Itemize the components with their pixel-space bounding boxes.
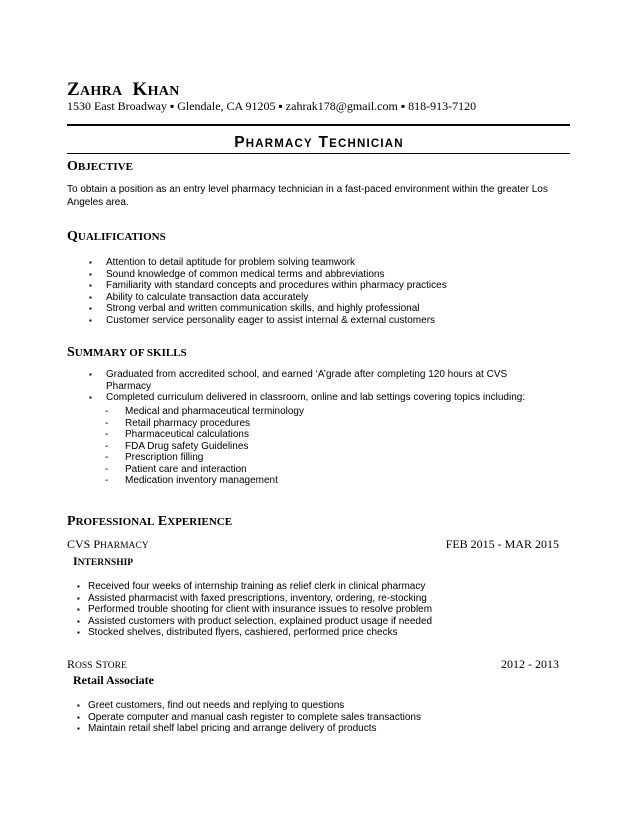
- bullet-icon: ▪: [77, 712, 80, 722]
- header-divider-bottom: [67, 153, 570, 154]
- list-item: ▪ Strong verbal and written communication skills, and highly professional: [89, 303, 420, 314]
- bullet-icon: ▪: [89, 304, 92, 313]
- job-title: INTERNSHIP: [73, 554, 134, 568]
- company-name: ROSS STORE: [67, 657, 127, 671]
- bullet-icon: ▪: [89, 292, 92, 302]
- qualifications-list: [89, 257, 569, 326]
- company-name: CVS PHARMACY: [67, 537, 149, 551]
- list-item: ▪ Stocked shelves, distributed flyers, cashiered, performed price checks: [77, 627, 398, 638]
- list-item: ▪ Assisted customers with product selection, explained product usage if needed: [77, 615, 433, 627]
- job-title: Retail Associate: [73, 673, 154, 687]
- qualifications-heading: QUALIFICATIONS: [67, 229, 166, 244]
- bullet-icon: ▪: [77, 593, 80, 603]
- list-item: ▪ Maintain retail shelf label pricing and arrange delivery of products: [77, 723, 377, 734]
- list-item: ▪ Ability to calculate transaction data accurately: [89, 291, 309, 303]
- bullet-icon: ▪: [89, 258, 92, 267]
- list-item: ▪ Attention to detail aptitude for problem solving teamwork: [89, 257, 356, 268]
- skills-sublist: [105, 406, 555, 487]
- job-header-cvs: [67, 537, 559, 552]
- contact-line: 1530 East Broadway ▪ Glendale, CA 91205 ▪ zahrak178@gmail.com ▪ 818-913-7120: [67, 99, 477, 113]
- list-item: - FDA Drug safety Guidelines: [105, 440, 249, 452]
- bullet-icon: ▪: [89, 393, 92, 402]
- bullet-icon: ▪: [77, 582, 80, 591]
- dash-icon: -: [105, 475, 109, 486]
- dash-icon: -: [105, 452, 109, 463]
- skills-list: [89, 369, 554, 404]
- role-title: PHARMACY TECHNICIAN: [234, 134, 404, 151]
- dash-icon: -: [105, 463, 109, 475]
- dash-icon: -: [105, 406, 109, 417]
- skills-heading: SUMMARY OF SKILLS: [67, 345, 187, 360]
- job-duties-cvs: [77, 581, 567, 639]
- list-item: ▪ Performed trouble shooting for client with insurance issues to resolve problem: [77, 604, 433, 615]
- bullet-icon: ▪: [89, 281, 92, 290]
- job-dates: FEB 2015 - MAR 2015: [445, 537, 559, 551]
- job-header-ross: [67, 657, 559, 672]
- candidate-name: ZAHRA KHAN: [67, 79, 180, 100]
- list-item: - Medical and pharmaceutical terminology: [105, 406, 304, 417]
- header-divider-top: [67, 124, 570, 126]
- job-duties-ross: [77, 700, 567, 735]
- list-item: ▪ Customer service personality eager to assist internal & external customers: [89, 314, 436, 326]
- list-item: ▪ Sound knowledge of common medical terms and abbreviations: [89, 268, 385, 280]
- list-item: ▪ Operate computer and manual cash register to complete sales transactions: [77, 711, 421, 723]
- dash-icon: -: [105, 440, 109, 452]
- list-item: ▪ Assisted pharmacist with faxed prescriptions, inventory, ordering, re-stocking: [77, 592, 427, 604]
- bullet-icon: ▪: [77, 605, 80, 614]
- dash-icon: -: [105, 429, 109, 440]
- list-item: ▪ Completed curriculum delivered in classroom, online and lab settings covering topics including:: [89, 392, 526, 403]
- bullet-icon: ▪: [77, 701, 80, 710]
- bullet-icon: ▪: [89, 370, 92, 379]
- objective-text: To obtain a position as an entry level pharmacy technician in a fast-paced environment within the greater Los Angeles area.: [67, 184, 548, 208]
- list-item: ▪ Graduated from accredited school, and earned ‘A’grade after completing 120 hours at CVS Pharmacy: [89, 369, 508, 392]
- bullet-icon: ▪: [89, 269, 92, 279]
- list-item: - Retail pharmacy procedures: [105, 417, 251, 429]
- list-item: ▪ Received four weeks of internship training as relief clerk in clinical pharmacy: [77, 581, 426, 592]
- list-item: - Pharmaceutical calculations: [105, 429, 249, 440]
- list-item: - Patient care and interaction: [105, 463, 247, 475]
- list-item: - Prescription filling: [105, 452, 204, 463]
- bullet-icon: ▪: [77, 724, 80, 733]
- list-item: ▪ Greet customers, find out needs and replying to questions: [77, 700, 345, 711]
- experience-heading: PROFESSIONAL EXPERIENCE: [67, 514, 233, 529]
- dash-icon: -: [105, 417, 109, 429]
- job-dates: 2012 - 2013: [501, 657, 559, 671]
- bullet-icon: ▪: [77, 628, 80, 637]
- list-item: - Medication inventory management: [105, 475, 278, 486]
- objective-heading: OBJECTIVE: [67, 159, 133, 174]
- bullet-icon: ▪: [77, 616, 80, 626]
- list-item: ▪ Familiarity with standard concepts and procedures within pharmacy practices: [89, 280, 447, 291]
- bullet-icon: ▪: [89, 315, 92, 325]
